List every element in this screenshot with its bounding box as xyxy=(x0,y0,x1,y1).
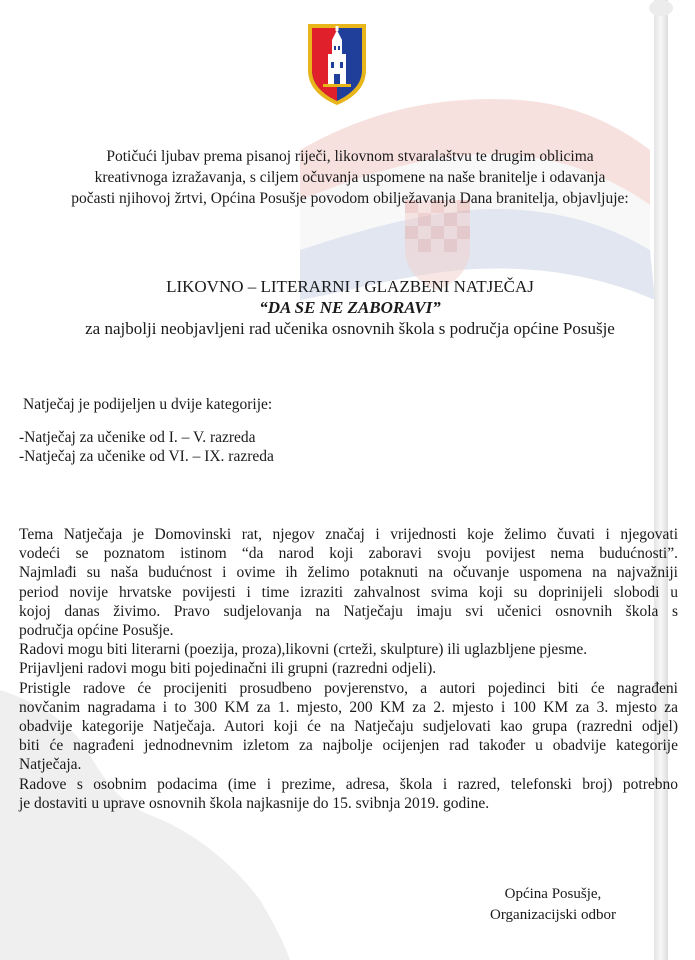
signature-line-2: Organizacijski odbor xyxy=(490,907,616,923)
category-item: -Natječaj za učenike od VI. – IX. razreda xyxy=(19,448,274,465)
body-line: novčanim nagradama i to 300 KM za 1. mjesto, 200 KM za 2. mjesto i 100 KM za 3. mjesto za xyxy=(19,698,678,716)
intro-line: Potičući ljubav prema pisanoj riječi, likovnom stvaralaštvu te drugim oblicima xyxy=(106,148,594,165)
body-line: Prijavljeni radovi mogu biti pojedinačni ili grupni (razredni odjeli). xyxy=(19,660,437,678)
categories-intro: Natječaj je podijeljen u dvije kategorije: xyxy=(23,396,273,413)
body-paragraphs xyxy=(19,525,678,813)
body-line: obadvije kategorije Natječaja. Autori koji će na Natječaju sudjelovati kao grupa (razredni odjel) xyxy=(19,718,678,736)
category-item: -Natječaj za učenike od I. – V. razreda xyxy=(19,429,256,446)
intro-paragraph xyxy=(30,146,670,209)
body-line: Tema Natječaja je Domovinski rat, njegov značaj i vrijednosti koje želimo čuvati i njegovati xyxy=(19,526,678,543)
intro-line: počasti njihovoj žrtvi, Općina Posušje povodom obilježavanja Dana branitelja, objavljuje: xyxy=(71,190,629,207)
municipality-crest-icon xyxy=(305,18,369,106)
competition-title xyxy=(20,276,680,339)
body-line: područja općine Posušje. xyxy=(19,622,174,640)
body-line: Radovi mogu biti literarni (poezija, proza),likovni (crteži, skulpture) ili uglazbljene pjesme. xyxy=(19,641,588,659)
title-line-3: za najbolji neobjavljeni rad učenika osnovnih škola s područja općine Posušje xyxy=(85,319,615,338)
body-line: kojoj danas živimo. Pravo sudjelovanja na Natječaju imaju svi učenici osnovnih škola s xyxy=(19,602,678,620)
body-line: vodeći se poznatom istinom “da narod koji zaboravi svoju povijest nema budućnosti”. xyxy=(19,545,678,563)
categories-list xyxy=(19,428,274,466)
body-line: biti će nagrađeni jednodnevnim izletom za najbolje ocijenjen rad također u obadvije kategorije xyxy=(19,737,678,755)
body-line: Radove s osobnim podacima (ime i prezime, adresa, škola i razred, telefonski broj) potrebno xyxy=(19,775,678,793)
signature-block xyxy=(490,884,616,926)
signature-line-1: Općina Posušje, xyxy=(504,886,602,902)
body-line: Najmlađi su naša budućnost i ovime ih želimo potaknuti na očuvanje uspomena na najvažniji xyxy=(19,564,678,582)
intro-line: kreativnoga izražavanja, s ciljem očuvanja uspomene na naše branitelje i odavanja xyxy=(94,169,606,186)
body-line: Natječaja. xyxy=(19,756,82,774)
body-line: Pristigle radove će procijeniti prosudbeno povjerenstvo, a autori pojedinci biti će nagrađeni xyxy=(19,679,678,697)
body-line: period novije hrvatske povijesti i time izraziti zahvalnost svima koji su doprinijeli slobodi u xyxy=(19,583,678,601)
title-line-1: LIKOVNO – LITERARNI I GLAZBENI NATJEČAJ xyxy=(166,277,534,296)
title-line-2: “DA SE NE ZABORAVI” xyxy=(259,298,441,317)
body-line: je dostaviti u uprave osnovnih škola najkasnije do 15. svibnja 2019. godine. xyxy=(19,794,490,812)
